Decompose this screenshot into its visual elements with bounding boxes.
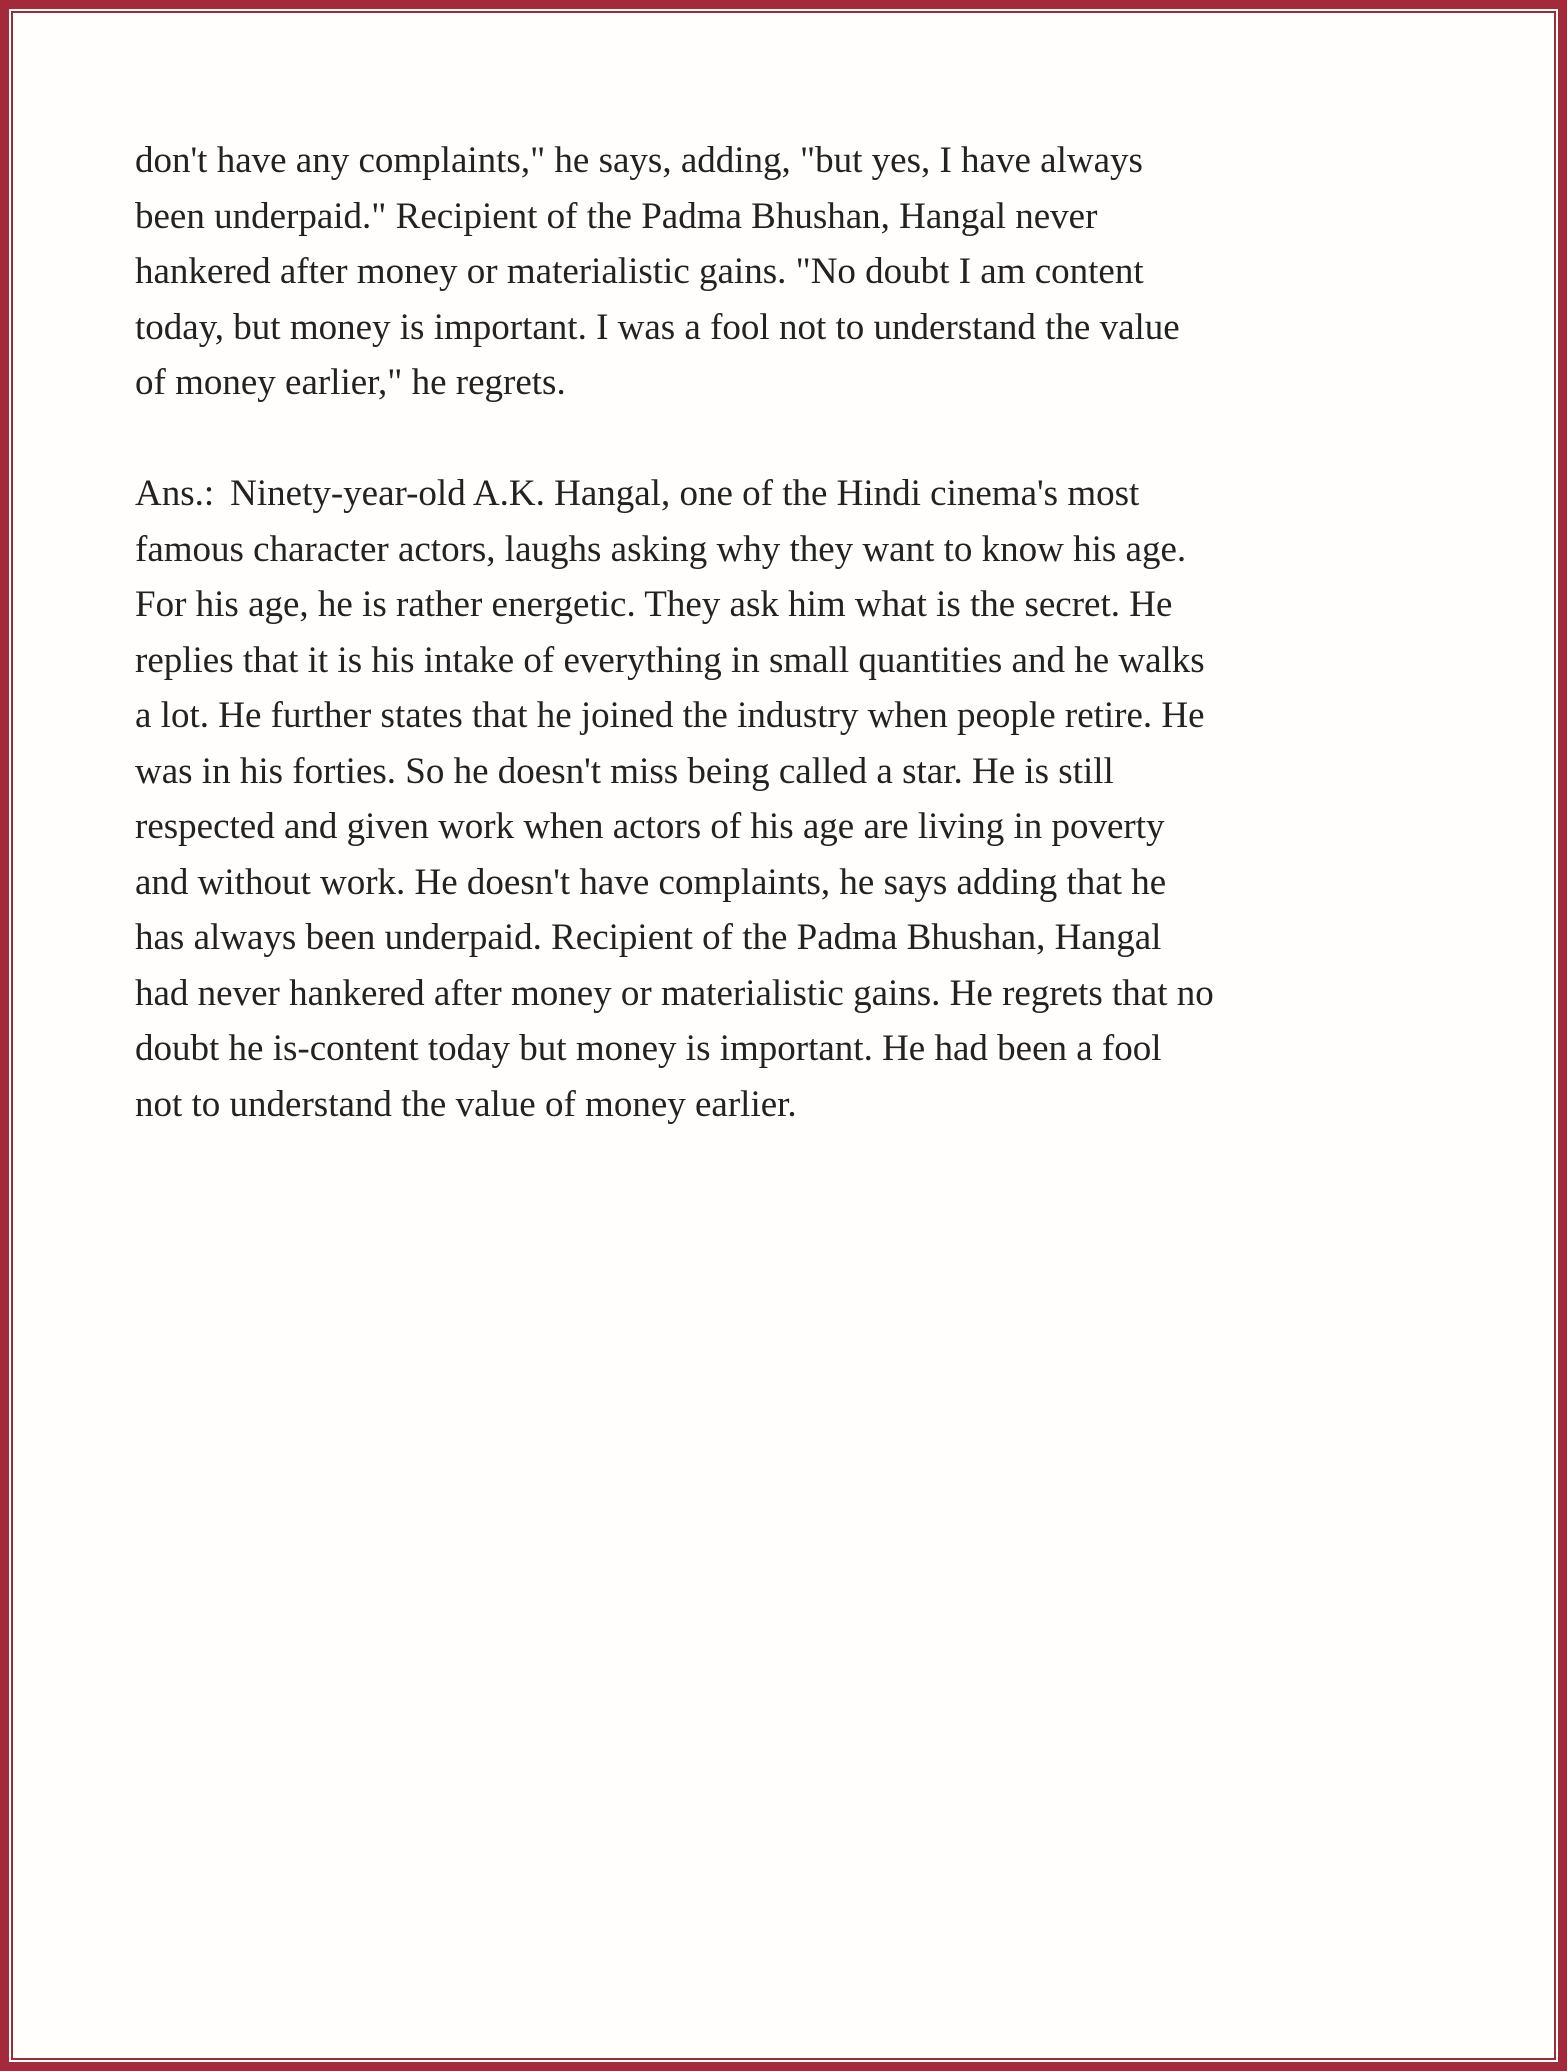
document-body	[135, 133, 1214, 1132]
text-line: not to understand the value of money earlier.	[135, 1083, 797, 1125]
text-line: been underpaid." Recipient of the Padma Bhushan, Hangal never	[135, 195, 1098, 237]
text-line: don't have any complaints," he says, adding, "but yes, I have always	[135, 140, 1143, 181]
text-line: has always been underpaid. Recipient of the Padma Bhushan, Hangal	[135, 917, 1162, 958]
text-line: hankered after money or materialistic gains. "No doubt I am content	[135, 251, 1144, 292]
text-line	[135, 466, 1214, 522]
text-line: a lot. He further states that he joined the industry when people retire. He	[135, 695, 1205, 736]
quoted-passage-paragraph	[135, 133, 1214, 411]
text-line: respected and given work when actors of his age are living in poverty	[135, 806, 1165, 847]
text-line: doubt he is-content today but money is important. He had been a fool	[135, 1028, 1162, 1069]
text-line: was in his forties. So he doesn't miss being called a star. He is still	[135, 750, 1114, 792]
text-line: had never hankered after money or materialistic gains. He regrets that no	[135, 972, 1214, 1014]
text-line: For his age, he is rather energetic. They ask him what is the secret. He	[135, 584, 1173, 625]
text-line: of money earlier," he regrets.	[135, 362, 566, 403]
answer-label: Ans.:	[135, 473, 215, 514]
text-line: and without work. He doesn't have complaints, he says adding that he	[135, 861, 1167, 903]
text-line: today, but money is important. I was a fool not to understand the value	[135, 306, 1180, 348]
answer-first-line: Ninety-year-old A.K. Hangal, one of the Hindi cinema's most	[230, 473, 1140, 514]
text-line: famous character actors, laughs asking why they want to know his age.	[135, 528, 1187, 570]
text-line: replies that it is his intake of everything in small quantities and he walks	[135, 639, 1205, 681]
answer-paragraph	[135, 466, 1214, 1132]
